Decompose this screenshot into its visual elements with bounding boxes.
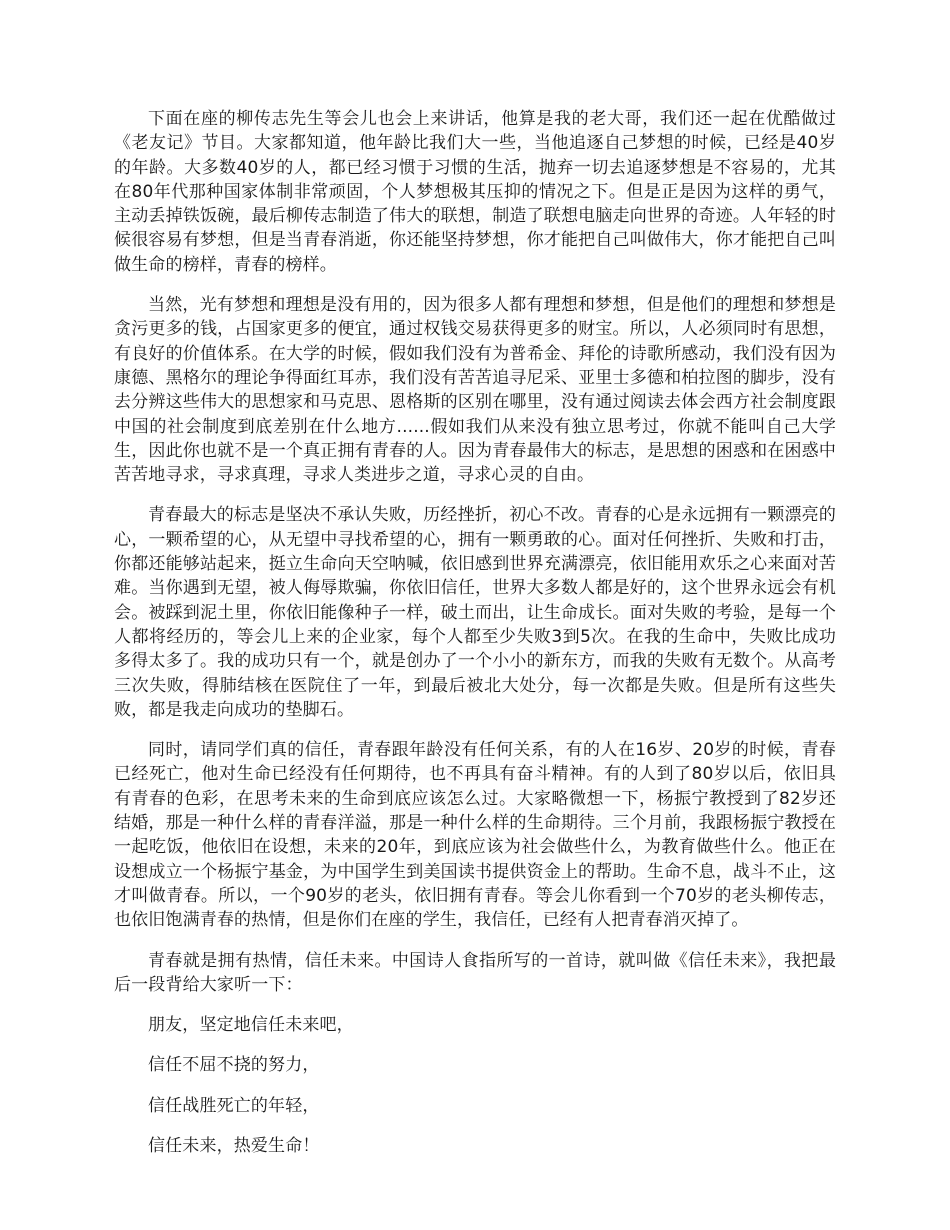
poem-line-1: 朋友，坚定地信任未来吧，	[148, 1015, 354, 1036]
poem-line-2: 信任不屈不挠的努力，	[148, 1055, 320, 1076]
paragraph-1: 下面在座的柳传志先生等会儿也会上来讲话，他算是我的老大哥，我们还一起在优酷做过《老友记》节目。大家都知道，他年龄比我们大一些，当他追逐自己梦想的时候，已经是40岁的年龄。大多数40岁的人，都已经习惯于习惯的生活，抛弃一切去追逐梦想是不容易的，尤其在80年代那种国家体制非常顽固，个人梦想极其压抑的情况之下。但是正是因为这样的勇气，主动丢掉铁饭碗，最后柳传志制造了伟大的联想，制造了联想电脑走向世界的奇迹。人年轻的时候很容易有梦想，但是当青春消逝，你还能坚持梦想，你才能把自己叫做伟大，你才能把自己叫做生命的榜样，青春的榜样。	[114, 109, 836, 275]
document-body	[114, 107, 836, 1174]
poem-line-3: 信任战胜死亡的年轻，	[148, 1095, 320, 1116]
poem-line-4: 信任未来，热爱生命！	[148, 1135, 320, 1156]
paragraph-3: 青春最大的标志是坚决不承认失败，历经挫折，初心不改。青春的心是永远拥有一颗漂亮的心，一颗希望的心，从无望中寻找希望的心，拥有一颗勇敢的心。面对任何挫折、失败和打击，你都还能够站起来，挺立生命向天空呐喊，依旧感到世界充满漂亮，依旧能用欢乐之心来面对苦难。当你遇到无望，被人侮辱欺骗，你依旧信任，世界大多数人都是好的，这个世界永远会有机会。被踩到泥土里，你依旧能像种子一样，破土而出，让生命成长。面对失败的考验，是每一个人都将经历的，等会儿上来的企业家，每个人都至少失败3到5次。在我的生命中，失败比成功多得太多了。我的成功只有一个，就是创办了一个小小的新东方，而我的失败有无数个。从高考三次失败，得肺结核在医院住了一年，到最后被北大处分，每一次都是失败。但是所有这些失败，都是我走向成功的垫脚石。	[114, 505, 836, 720]
paragraph-4: 同时，请同学们真的信任，青春跟年龄没有任何关系，有的人在16岁、20岁的时候，青春已经死亡，他对生命已经没有任何期待，也不再具有奋斗精神。有的人到了80岁以后，依旧具有青春的色彩，在思考未来的生命到底应该怎么过。大家略微想一下，杨振宁教授到了82岁还结婚，那是一种什么样的青春洋溢，那是一种什么样的生命期待。三个月前，我跟杨振宁教授在一起吃饭，他依旧在设想，未来的20年，到底应该为社会做些什么，为教育做些什么。他正在设想成立一个杨振宁基金，为中国学生到美国读书提供资金上的帮助。生命不息，战斗不止，这才叫做青春。所以，一个90岁的老头，依旧拥有青春。等会儿你看到一个70岁的老头柳传志，也依旧饱满青春的热情，但是你们在座的学生，我信任，已经有人把青春消灭掉了。	[114, 740, 836, 931]
paragraph-2: 当然，光有梦想和理想是没有用的，因为很多人都有理想和梦想，但是他们的理想和梦想是贪污更多的钱，占国家更多的便宜，通过权钱交易获得更多的财宝。所以，人必须同时有思想，有良好的价值体系。在大学的时候，假如我们没有为普希金、拜伦的诗歌所感动，我们没有因为康德、黑格尔的理论争得面红耳赤，我们没有苦苦追寻尼采、亚里士多德和柏拉图的脚步，没有去分辨这些伟大的思想家和马克思、恩格斯的区别在哪里，没有通过阅读去体会西方社会制度跟中国的社会制度到底差别在什么地方......假如我们从来没有独立思考过，你就不能叫自己大学生，因此你也就不是一个真正拥有青春的人。因为青春最伟大的标志，是思想的困惑和在困惑中苦苦地寻求，寻求真理，寻求人类进步之道，寻求心灵的自由。	[114, 295, 836, 486]
paragraph-5: 青春就是拥有热情，信任未来。中国诗人食指所写的一首诗，就叫做《信任未来》，我把最后一段背给大家听一下：	[114, 950, 836, 995]
